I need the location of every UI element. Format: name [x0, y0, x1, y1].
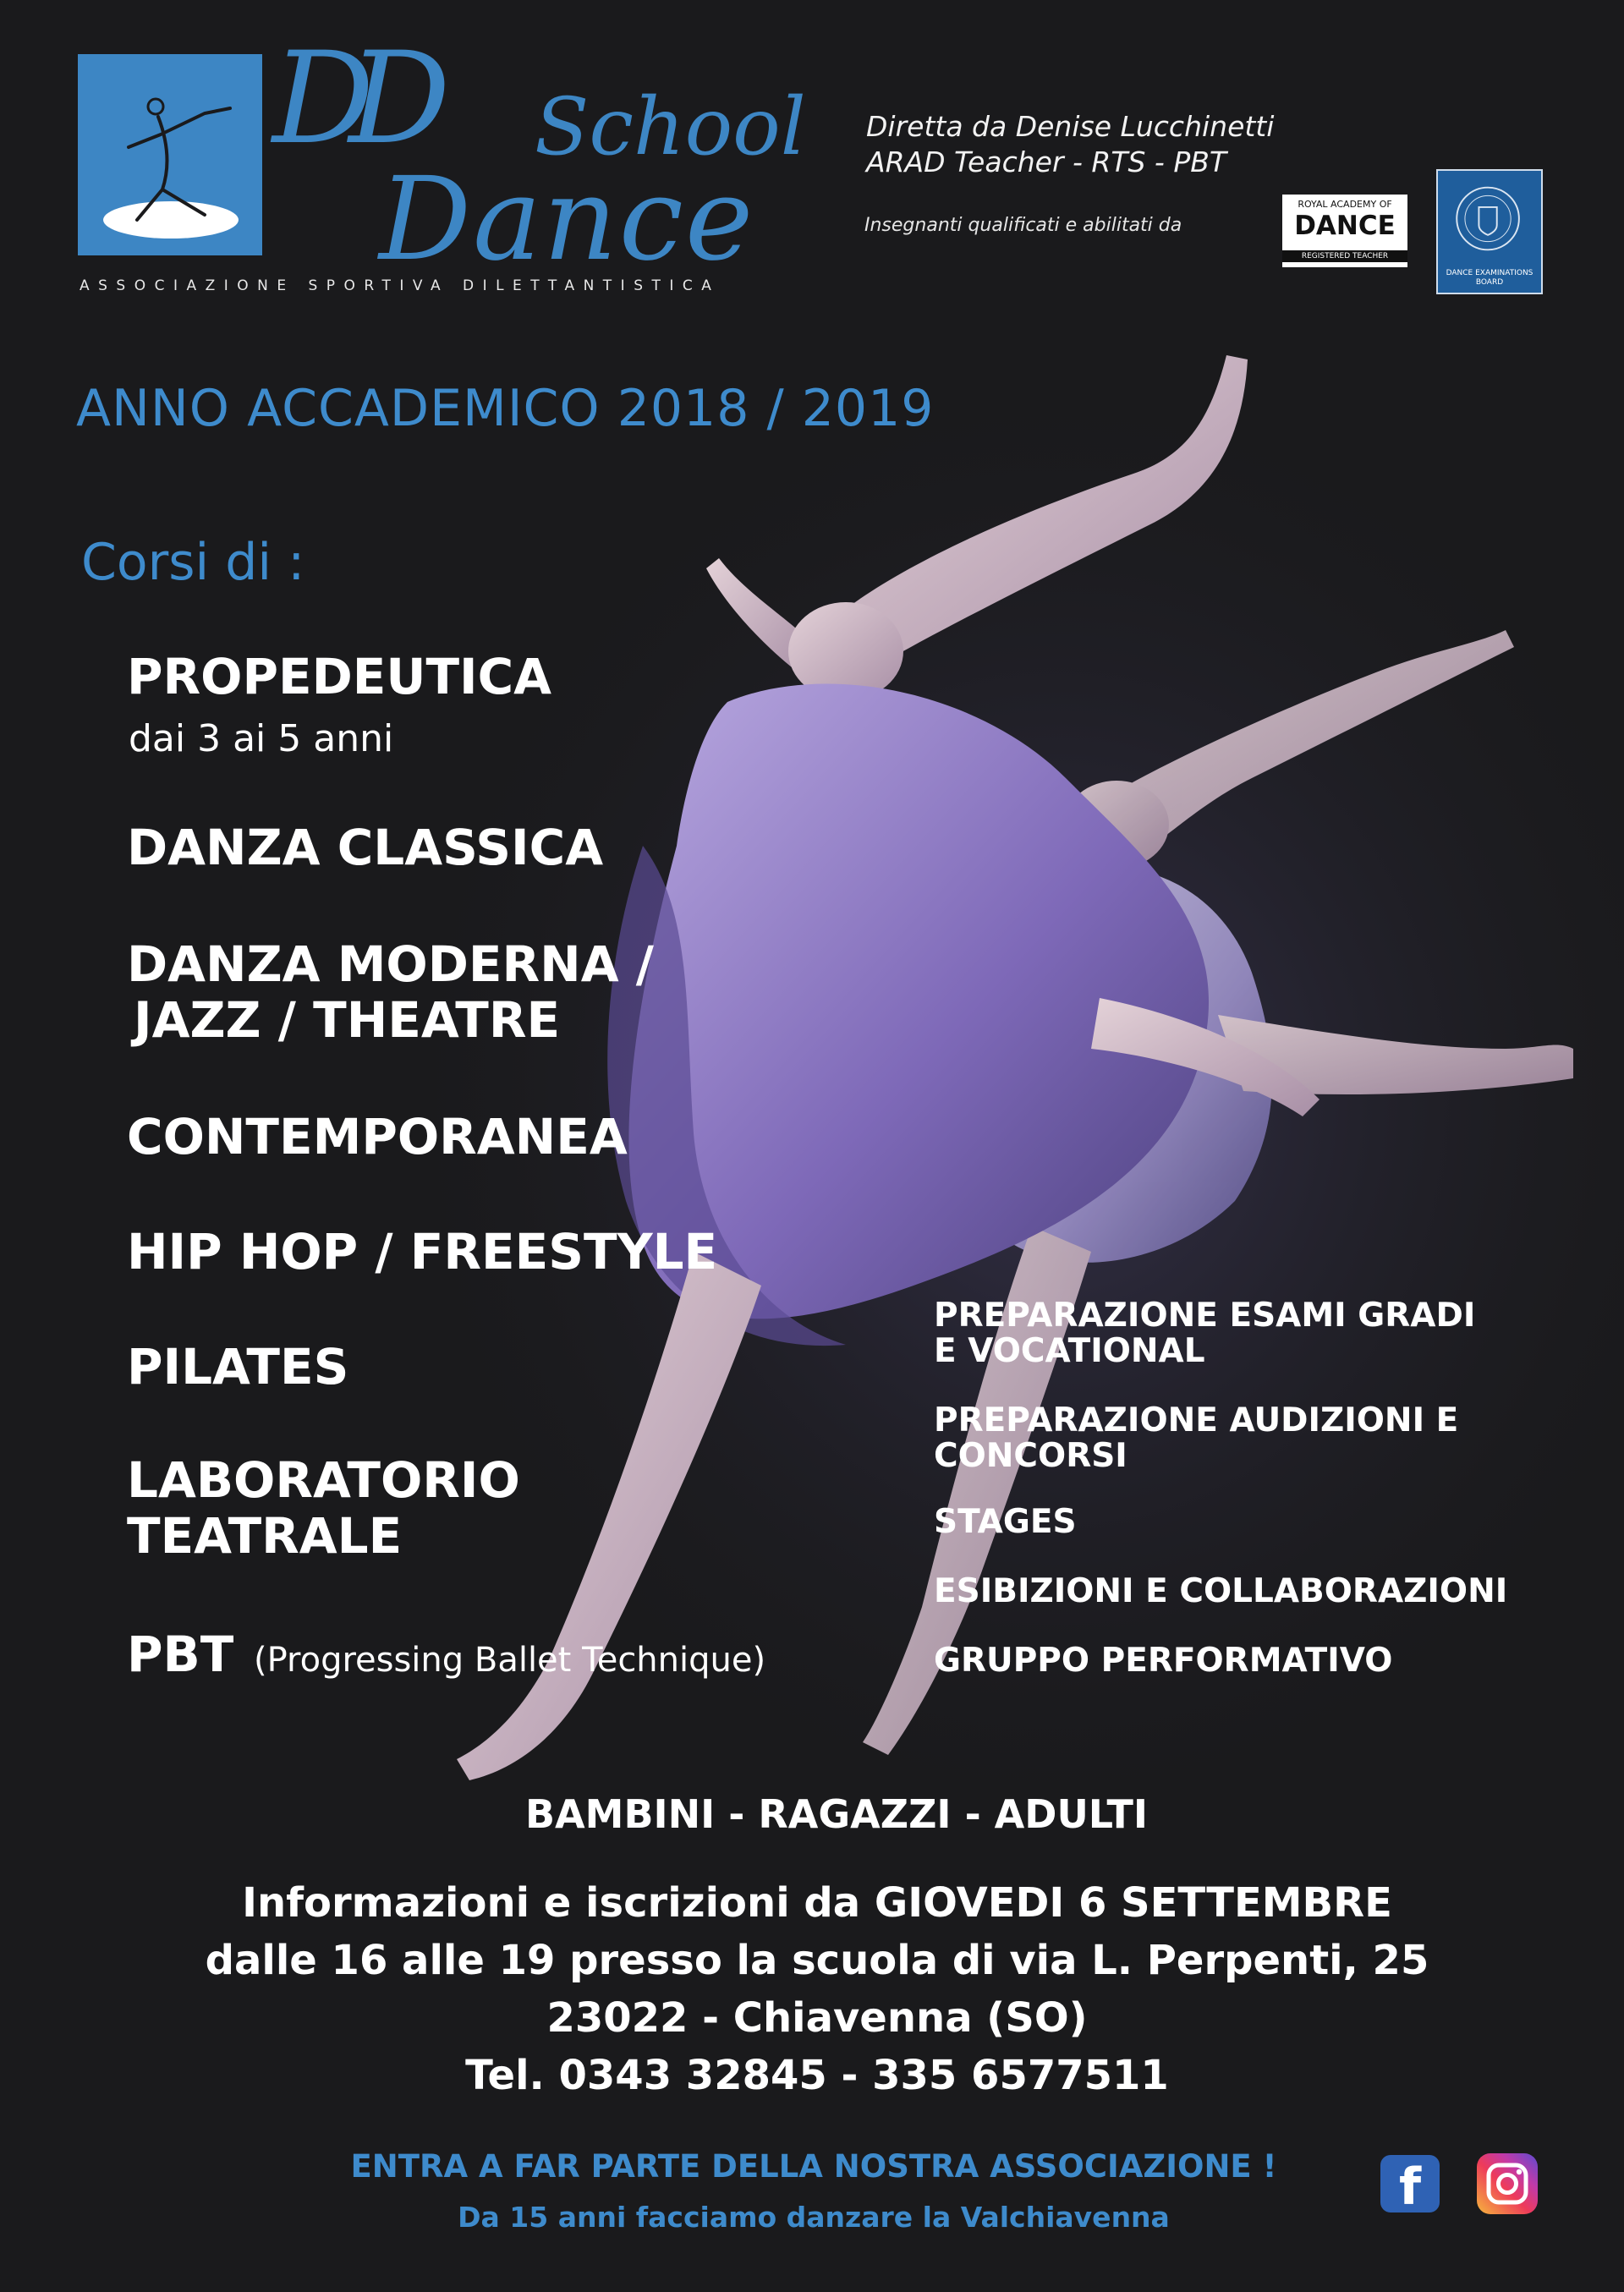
service-performing-group: GRUPPO PERFORMATIVO: [934, 1642, 1393, 1680]
course-teatrale: TEATRALE: [127, 1507, 403, 1565]
course-danza-moderna: DANZA MODERNA /: [127, 935, 654, 993]
service-exams-line1: PREPARAZIONE ESAMI GRADI: [934, 1297, 1476, 1335]
logo-tagline: ASSOCIAZIONE SPORTIVA DILETTANTISTICA: [80, 277, 721, 294]
istd-badge: [1436, 169, 1543, 294]
instagram-glyph-icon: [1477, 2153, 1538, 2214]
join-association-cta: ENTRA A FAR PARTE DELLA NOSTRA ASSOCIAZIONE !: [350, 2148, 1277, 2185]
logo-dance: Dance: [379, 153, 755, 287]
course-pilates: PILATES: [127, 1338, 349, 1395]
academic-year-heading: ANNO ACCADEMICO 2018 / 2019: [76, 379, 935, 438]
service-exams-line2: E VOCATIONAL: [934, 1332, 1205, 1370]
audience-line: BAMBINI - RAGAZZI - ADULTI: [525, 1791, 1148, 1837]
course-laboratorio: LABORATORIO: [127, 1451, 520, 1509]
course-hip-hop: HIP HOP / FREESTYLE: [127, 1223, 718, 1280]
course-danza-classica: DANZA CLASSICA: [127, 819, 604, 876]
istd-badge-text: DANCE EXAMINATIONS BOARD: [1446, 269, 1533, 288]
course-pbt: PBT: [127, 1626, 234, 1683]
logo-dd: DD: [272, 25, 425, 173]
service-stages: STAGES: [934, 1503, 1077, 1541]
info-line-address: dalle 16 alle 19 presso la scuola di via L. Perpenti, 25: [205, 1937, 1429, 1984]
course-propedeutica: PROPEDEUTICA: [127, 648, 552, 705]
service-auditions-line2: CONCORSI: [934, 1437, 1127, 1475]
info-line-dates: Informazioni e iscrizioni da GIOVEDI 6 SETTEMBRE: [242, 1879, 1392, 1927]
rad-badge-bottom: REGISTERED TEACHER: [1282, 250, 1407, 262]
rad-badge-top: ROYAL ACADEMY OF: [1298, 199, 1392, 210]
logo-school: School: [535, 81, 806, 173]
info-line-phone: Tel. 0343 32845 - 335 6577511: [465, 2052, 1169, 2099]
service-auditions-line1: PREPARAZIONE AUDIZIONI E: [934, 1401, 1459, 1439]
course-jazz-theatre: JAZZ / THEATRE: [134, 991, 561, 1049]
instagram-icon[interactable]: [1477, 2153, 1538, 2214]
director-name: Diretta da Denise Lucchinetti: [866, 110, 1275, 143]
courses-heading: Corsi di :: [81, 533, 305, 592]
rad-badge-main: DANCE: [1294, 211, 1396, 241]
course-pbt-full-name: (Progressing Ballet Technique): [254, 1641, 766, 1680]
director-credentials: ARAD Teacher - RTS - PBT: [866, 145, 1227, 178]
valley-tagline: Da 15 anni facciamo danzare la Valchiavenna: [458, 2201, 1170, 2234]
logo-mark: [78, 54, 262, 255]
qualified-teachers-label: Insegnanti qualificati e abilitati da: [864, 215, 1182, 236]
dancer-logo-icon: [78, 54, 262, 255]
info-line-city: 23022 - Chiavenna (SO): [546, 1994, 1088, 2042]
facebook-icon[interactable]: f: [1380, 2155, 1440, 2212]
course-propedeutica-age: dai 3 ai 5 anni: [129, 717, 394, 760]
rad-badge: [1282, 195, 1407, 267]
course-contemporanea: CONTEMPORANEA: [127, 1108, 628, 1165]
service-exhibitions: ESIBIZIONI E COLLABORAZIONI: [934, 1572, 1508, 1610]
